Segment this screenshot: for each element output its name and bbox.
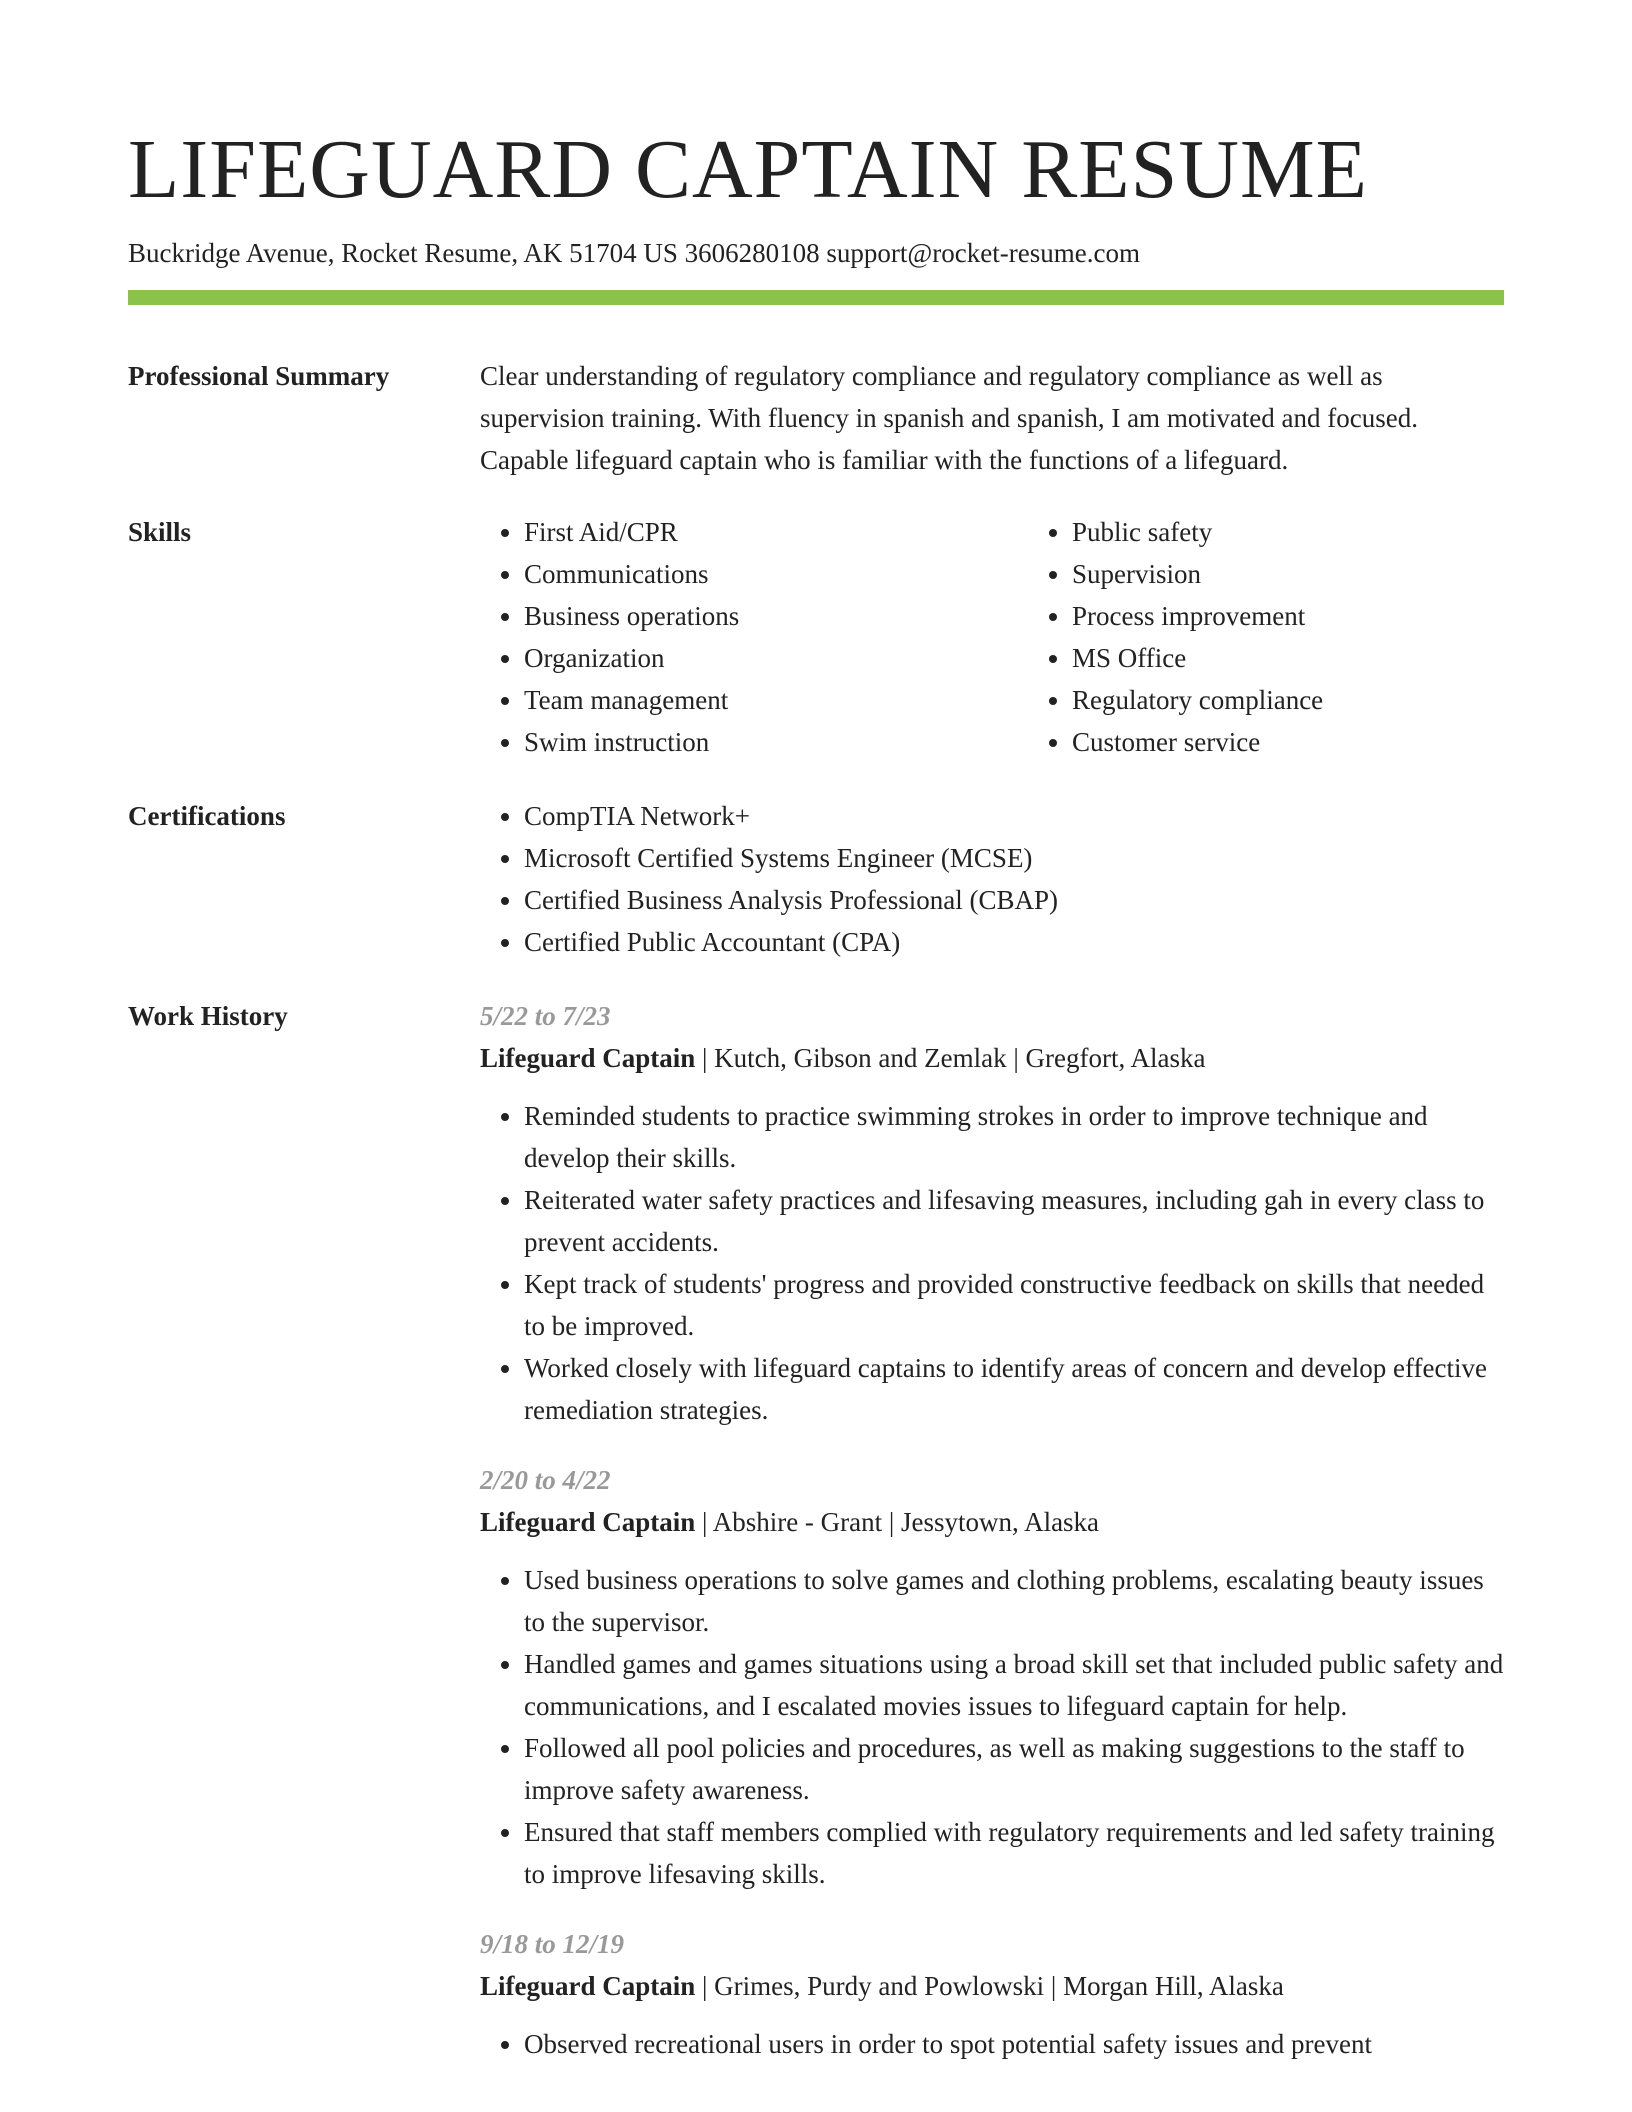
job-title: Lifeguard Captain	[480, 1507, 696, 1537]
job-details: | Grimes, Purdy and Powlowski | Morgan Hill, Alaska	[695, 1971, 1284, 2001]
certification-item: • Certified Public Accountant (CPA)	[524, 921, 1504, 963]
skill-item: • Public safety	[1072, 511, 1504, 553]
professional-summary-section	[128, 355, 1504, 481]
certification-item: • Microsoft Certified Systems Engineer (MCSE)	[524, 837, 1504, 879]
certifications-list	[480, 795, 1504, 963]
job-duty: • Worked closely with lifeguard captains to identify areas of concern and develop effective remediation strategies.	[524, 1347, 1504, 1431]
job-dates: 2/20 to 4/22	[480, 1465, 611, 1495]
job-title: Lifeguard Captain	[480, 1971, 696, 2001]
skill-item: • Team management	[524, 679, 1028, 721]
job-details: | Kutch, Gibson and Zemlak | Gregfort, Alaska	[695, 1043, 1206, 1073]
section-label: Professional Summary	[128, 361, 390, 391]
job-entry	[480, 1923, 1504, 2065]
job-details: | Abshire - Grant | Jessytown, Alaska	[695, 1507, 1100, 1537]
skill-item: • First Aid/CPR	[524, 511, 1028, 553]
job-duty: • Ensured that staff members complied with regulatory requirements and led safety training to improve lifesaving skills.	[524, 1811, 1504, 1895]
section-label: Work History	[128, 1001, 288, 1031]
job-dates: 5/22 to 7/23	[480, 1001, 611, 1031]
skill-item: • MS Office	[1072, 637, 1504, 679]
job-dates: 9/18 to 12/19	[480, 1929, 625, 1959]
skill-item: • Customer service	[1072, 721, 1504, 763]
job-entry	[480, 995, 1504, 1431]
certification-item: • CompTIA Network+	[524, 795, 1504, 837]
job-duties	[480, 1095, 1504, 1431]
resume-page	[128, 0, 1504, 2093]
skill-item: • Regulatory compliance	[1072, 679, 1504, 721]
skill-item: • Process improvement	[1072, 595, 1504, 637]
work-history-section	[128, 995, 1504, 2093]
section-label: Certifications	[128, 801, 286, 831]
job-entry	[480, 1459, 1504, 1895]
job-duty: • Kept track of students' progress and provided constructive feedback on skills that needed to be improved.	[524, 1263, 1504, 1347]
job-duty: • Followed all pool policies and procedures, as well as making suggestions to the staff to improve safety awareness.	[524, 1727, 1504, 1811]
certifications-section	[128, 795, 1504, 963]
header-divider	[128, 290, 1504, 305]
skills-column-1	[480, 511, 1028, 763]
job-duty: • Observed recreational users in order to spot potential safety issues and prevent	[524, 2023, 1504, 2065]
job-title: Lifeguard Captain	[480, 1043, 696, 1073]
work-history-list	[480, 995, 1504, 2093]
job-heading	[480, 1965, 1504, 2007]
job-duty: • Reiterated water safety practices and lifesaving measures, including gah in every class to prevent accidents.	[524, 1179, 1504, 1263]
skills-grid	[480, 511, 1504, 763]
job-duty: • Handled games and games situations using a broad skill set that included public safety and communications, and I escalated movies issues to lifeguard captain for help.	[524, 1643, 1504, 1727]
summary-text: Clear understanding of regulatory compliance and regulatory compliance as well as supervision training. With fluency in spanish and spanish, I am motivated and focused. Capable lifeguard captain who is familiar with the functions of a lifeguard.	[480, 361, 1418, 475]
job-duties	[480, 1559, 1504, 1895]
skills-section	[128, 511, 1504, 763]
skill-item: • Organization	[524, 637, 1028, 679]
job-duty: • Reminded students to practice swimming strokes in order to improve technique and develop their skills.	[524, 1095, 1504, 1179]
job-heading	[480, 1037, 1504, 1079]
job-duty: • Used business operations to solve games and clothing problems, escalating beauty issues to the supervisor.	[524, 1559, 1504, 1643]
section-label: Skills	[128, 517, 192, 547]
job-duties	[480, 2023, 1504, 2065]
certification-item: • Certified Business Analysis Professional (CBAP)	[524, 879, 1504, 921]
skill-item: • Communications	[524, 553, 1028, 595]
skills-column-2	[1028, 511, 1504, 763]
skill-item: • Supervision	[1072, 553, 1504, 595]
job-heading	[480, 1501, 1504, 1543]
resume-title: LIFEGUARD CAPTAIN RESUME	[128, 123, 1368, 216]
contact-line: Buckridge Avenue, Rocket Resume, AK 51704 US 3606280108 support@rocket-resume.com	[128, 238, 1140, 268]
skill-item: • Swim instruction	[524, 721, 1028, 763]
skill-item: • Business operations	[524, 595, 1028, 637]
